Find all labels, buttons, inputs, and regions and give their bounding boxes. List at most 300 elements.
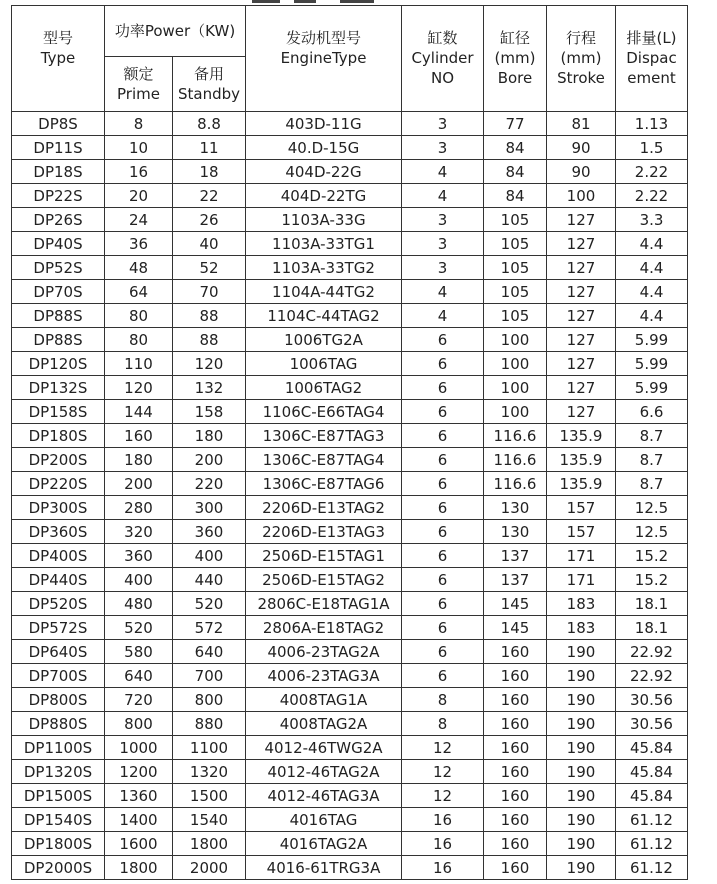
prime-power-cell: 10 [105, 136, 173, 160]
engine-type-cell: 4006-23TAG2A [246, 640, 402, 664]
standby-power-cell: 1320 [173, 760, 246, 784]
model-cell: DP120S [12, 352, 105, 376]
cylinder-cell: 6 [402, 328, 484, 352]
displacement-cell: 8.7 [616, 448, 688, 472]
standby-power-cell: 180 [173, 424, 246, 448]
model-cell: DP360S [12, 520, 105, 544]
bore-cell: 160 [484, 808, 547, 832]
displacement-cell: 22.92 [616, 664, 688, 688]
cylinder-cell: 4 [402, 160, 484, 184]
model-cell: DP700S [12, 664, 105, 688]
table-row [12, 640, 688, 664]
table-body [12, 112, 688, 880]
cylinder-cell: 6 [402, 352, 484, 376]
model-cell: DP18S [12, 160, 105, 184]
standby-power-cell: 1800 [173, 832, 246, 856]
stroke-cell: 190 [547, 640, 616, 664]
cylinder-cell: 16 [402, 808, 484, 832]
table-row [12, 712, 688, 736]
prime-power-cell: 110 [105, 352, 173, 376]
displacement-cell: 61.12 [616, 856, 688, 880]
table-row [12, 520, 688, 544]
displacement-cell: 2.22 [616, 184, 688, 208]
displacement-cell: 8.7 [616, 424, 688, 448]
cylinder-cell: 6 [402, 520, 484, 544]
table-row [12, 232, 688, 256]
bore-cell: 105 [484, 280, 547, 304]
displacement-cell: 5.99 [616, 328, 688, 352]
cylinder-cell: 6 [402, 400, 484, 424]
bore-cell: 77 [484, 112, 547, 136]
standby-power-cell: 8.8 [173, 112, 246, 136]
cylinder-cell: 6 [402, 664, 484, 688]
engine-type-cell: 4008TAG1A [246, 688, 402, 712]
standby-power-cell: 200 [173, 448, 246, 472]
standby-power-cell: 1500 [173, 784, 246, 808]
model-cell: DP52S [12, 256, 105, 280]
bore-cell: 160 [484, 760, 547, 784]
cylinder-cell: 3 [402, 136, 484, 160]
bore-cell: 84 [484, 160, 547, 184]
engine-type-cell: 2206D-E13TAG2 [246, 496, 402, 520]
prime-power-cell: 8 [105, 112, 173, 136]
model-cell: DP11S [12, 136, 105, 160]
table-row [12, 496, 688, 520]
table-row [12, 856, 688, 880]
model-cell: DP300S [12, 496, 105, 520]
standby-power-cell: 880 [173, 712, 246, 736]
prime-power-cell: 1800 [105, 856, 173, 880]
model-cell: DP1320S [12, 760, 105, 784]
table-row [12, 472, 688, 496]
bore-cell: 105 [484, 304, 547, 328]
table-row [12, 256, 688, 280]
engine-type-cell: 1306C-E87TAG6 [246, 472, 402, 496]
table-row [12, 808, 688, 832]
engine-type-cell: 2506D-E15TAG2 [246, 568, 402, 592]
engine-type-cell: 1306C-E87TAG4 [246, 448, 402, 472]
displacement-cell: 12.5 [616, 496, 688, 520]
displacement-cell: 45.84 [616, 784, 688, 808]
engine-type-cell: 403D-11G [246, 112, 402, 136]
prime-power-cell: 1200 [105, 760, 173, 784]
bore-cell: 145 [484, 592, 547, 616]
model-cell: DP880S [12, 712, 105, 736]
model-cell: DP132S [12, 376, 105, 400]
engine-type-cell: 1006TAG2 [246, 376, 402, 400]
stroke-cell: 190 [547, 736, 616, 760]
standby-power-cell: 572 [173, 616, 246, 640]
bore-cell: 130 [484, 496, 547, 520]
prime-power-cell: 80 [105, 328, 173, 352]
stroke-cell: 157 [547, 496, 616, 520]
prime-power-cell: 320 [105, 520, 173, 544]
standby-power-cell: 300 [173, 496, 246, 520]
bore-cell: 130 [484, 520, 547, 544]
standby-power-cell: 440 [173, 568, 246, 592]
prime-power-cell: 1000 [105, 736, 173, 760]
cylinder-cell: 4 [402, 184, 484, 208]
cylinder-cell: 6 [402, 496, 484, 520]
stroke-cell: 127 [547, 328, 616, 352]
stroke-cell: 183 [547, 616, 616, 640]
header-standby-power: 备用 Standby [173, 57, 246, 112]
model-cell: DP220S [12, 472, 105, 496]
engine-type-cell: 404D-22TG [246, 184, 402, 208]
engine-type-cell: 1103A-33TG2 [246, 256, 402, 280]
stroke-cell: 190 [547, 760, 616, 784]
displacement-cell: 8.7 [616, 472, 688, 496]
bore-cell: 100 [484, 376, 547, 400]
bore-cell: 105 [484, 232, 547, 256]
stroke-cell: 190 [547, 664, 616, 688]
engine-type-cell: 4016-61TRG3A [246, 856, 402, 880]
displacement-cell: 18.1 [616, 616, 688, 640]
standby-power-cell: 22 [173, 184, 246, 208]
table-row [12, 208, 688, 232]
stroke-cell: 90 [547, 160, 616, 184]
cylinder-cell: 6 [402, 616, 484, 640]
standby-power-cell: 11 [173, 136, 246, 160]
prime-power-cell: 160 [105, 424, 173, 448]
prime-power-cell: 200 [105, 472, 173, 496]
prime-power-cell: 800 [105, 712, 173, 736]
displacement-cell: 12.5 [616, 520, 688, 544]
standby-power-cell: 400 [173, 544, 246, 568]
engine-type-cell: 1006TAG [246, 352, 402, 376]
model-cell: DP572S [12, 616, 105, 640]
model-cell: DP400S [12, 544, 105, 568]
header-displacement: 排量(L) Dispac ement [616, 6, 688, 112]
engine-type-cell: 2506D-E15TAG1 [246, 544, 402, 568]
stroke-cell: 127 [547, 304, 616, 328]
bore-cell: 100 [484, 352, 547, 376]
bore-cell: 84 [484, 136, 547, 160]
model-cell: DP1540S [12, 808, 105, 832]
model-cell: DP520S [12, 592, 105, 616]
model-cell: DP88S [12, 304, 105, 328]
bore-cell: 137 [484, 568, 547, 592]
bore-cell: 105 [484, 256, 547, 280]
table-row [12, 160, 688, 184]
displacement-cell: 2.22 [616, 160, 688, 184]
stroke-cell: 81 [547, 112, 616, 136]
table-row [12, 736, 688, 760]
prime-power-cell: 20 [105, 184, 173, 208]
header-prime-power: 额定 Prime [105, 57, 173, 112]
engine-type-cell: 1103A-33G [246, 208, 402, 232]
standby-power-cell: 132 [173, 376, 246, 400]
table-row [12, 688, 688, 712]
displacement-cell: 22.92 [616, 640, 688, 664]
standby-power-cell: 220 [173, 472, 246, 496]
engine-type-cell: 40.D-15G [246, 136, 402, 160]
engine-type-cell: 4016TAG [246, 808, 402, 832]
table-row [12, 592, 688, 616]
prime-power-cell: 400 [105, 568, 173, 592]
prime-power-cell: 16 [105, 160, 173, 184]
engine-type-cell: 1104C-44TAG2 [246, 304, 402, 328]
bore-cell: 105 [484, 208, 547, 232]
prime-power-cell: 580 [105, 640, 173, 664]
table-row [12, 184, 688, 208]
table-row [12, 112, 688, 136]
stroke-cell: 127 [547, 376, 616, 400]
engine-type-cell: 2206D-E13TAG3 [246, 520, 402, 544]
prime-power-cell: 280 [105, 496, 173, 520]
standby-power-cell: 700 [173, 664, 246, 688]
displacement-cell: 1.5 [616, 136, 688, 160]
engine-type-cell: 404D-22G [246, 160, 402, 184]
standby-power-cell: 1540 [173, 808, 246, 832]
table-row [12, 376, 688, 400]
engine-type-cell: 4012-46TAG2A [246, 760, 402, 784]
stroke-cell: 127 [547, 256, 616, 280]
prime-power-cell: 1600 [105, 832, 173, 856]
model-cell: DP40S [12, 232, 105, 256]
standby-power-cell: 52 [173, 256, 246, 280]
stroke-cell: 100 [547, 184, 616, 208]
prime-power-cell: 480 [105, 592, 173, 616]
engine-type-cell: 4012-46TAG3A [246, 784, 402, 808]
table-row [12, 544, 688, 568]
prime-power-cell: 64 [105, 280, 173, 304]
standby-power-cell: 26 [173, 208, 246, 232]
table-row [12, 400, 688, 424]
displacement-cell: 5.99 [616, 352, 688, 376]
table-row [12, 568, 688, 592]
table-row [12, 424, 688, 448]
displacement-cell: 30.56 [616, 688, 688, 712]
stroke-cell: 190 [547, 832, 616, 856]
bore-cell: 160 [484, 832, 547, 856]
cylinder-cell: 6 [402, 592, 484, 616]
table-row [12, 352, 688, 376]
displacement-cell: 3.3 [616, 208, 688, 232]
standby-power-cell: 640 [173, 640, 246, 664]
model-cell: DP1500S [12, 784, 105, 808]
bore-cell: 160 [484, 712, 547, 736]
bore-cell: 116.6 [484, 472, 547, 496]
table-row [12, 280, 688, 304]
engine-type-cell: 4016TAG2A [246, 832, 402, 856]
bore-cell: 100 [484, 400, 547, 424]
cylinder-cell: 6 [402, 568, 484, 592]
table-row [12, 328, 688, 352]
stroke-cell: 183 [547, 592, 616, 616]
stroke-cell: 135.9 [547, 448, 616, 472]
bore-cell: 160 [484, 736, 547, 760]
cylinder-cell: 3 [402, 208, 484, 232]
standby-power-cell: 800 [173, 688, 246, 712]
stroke-cell: 157 [547, 520, 616, 544]
header-cylinder-count: 缸数 Cylinder NO [402, 6, 484, 112]
model-cell: DP1100S [12, 736, 105, 760]
cylinder-cell: 4 [402, 304, 484, 328]
model-cell: DP2000S [12, 856, 105, 880]
standby-power-cell: 70 [173, 280, 246, 304]
bore-cell: 145 [484, 616, 547, 640]
prime-power-cell: 720 [105, 688, 173, 712]
model-cell: DP1800S [12, 832, 105, 856]
displacement-cell: 6.6 [616, 400, 688, 424]
stroke-cell: 171 [547, 544, 616, 568]
bore-cell: 116.6 [484, 424, 547, 448]
model-cell: DP22S [12, 184, 105, 208]
bore-cell: 84 [484, 184, 547, 208]
stroke-cell: 90 [547, 136, 616, 160]
bore-cell: 160 [484, 856, 547, 880]
header-model: 型号 Type [12, 6, 105, 112]
displacement-cell: 61.12 [616, 832, 688, 856]
header-power: 功率Power（KW) [105, 6, 246, 57]
standby-power-cell: 88 [173, 328, 246, 352]
cylinder-cell: 6 [402, 448, 484, 472]
bore-cell: 116.6 [484, 448, 547, 472]
displacement-cell: 61.12 [616, 808, 688, 832]
displacement-cell: 30.56 [616, 712, 688, 736]
cylinder-cell: 12 [402, 760, 484, 784]
engine-type-cell: 4008TAG2A [246, 712, 402, 736]
stroke-cell: 135.9 [547, 472, 616, 496]
cylinder-cell: 16 [402, 832, 484, 856]
stroke-cell: 190 [547, 784, 616, 808]
prime-power-cell: 1400 [105, 808, 173, 832]
header-engine-type: 发动机型号 EngineType [246, 6, 402, 112]
cylinder-cell: 6 [402, 472, 484, 496]
engine-type-cell: 2806A-E18TAG2 [246, 616, 402, 640]
model-cell: DP800S [12, 688, 105, 712]
table-row [12, 664, 688, 688]
prime-power-cell: 144 [105, 400, 173, 424]
prime-power-cell: 360 [105, 544, 173, 568]
displacement-cell: 45.84 [616, 736, 688, 760]
engine-type-cell: 4006-23TAG3A [246, 664, 402, 688]
bore-cell: 160 [484, 640, 547, 664]
bore-cell: 160 [484, 664, 547, 688]
engine-type-cell: 1106C-E66TAG4 [246, 400, 402, 424]
displacement-cell: 4.4 [616, 256, 688, 280]
cylinder-cell: 6 [402, 376, 484, 400]
prime-power-cell: 24 [105, 208, 173, 232]
standby-power-cell: 1100 [173, 736, 246, 760]
model-cell: DP26S [12, 208, 105, 232]
prime-power-cell: 1360 [105, 784, 173, 808]
stroke-cell: 127 [547, 280, 616, 304]
model-cell: DP180S [12, 424, 105, 448]
header-stroke: 行程 (mm) Stroke [547, 6, 616, 112]
engine-type-cell: 1006TG2A [246, 328, 402, 352]
displacement-cell: 15.2 [616, 544, 688, 568]
standby-power-cell: 18 [173, 160, 246, 184]
stroke-cell: 190 [547, 712, 616, 736]
stroke-cell: 127 [547, 352, 616, 376]
stroke-cell: 127 [547, 232, 616, 256]
cylinder-cell: 6 [402, 424, 484, 448]
cylinder-cell: 6 [402, 544, 484, 568]
generator-spec-table [11, 5, 688, 880]
standby-power-cell: 158 [173, 400, 246, 424]
stroke-cell: 127 [547, 208, 616, 232]
prime-power-cell: 640 [105, 664, 173, 688]
standby-power-cell: 88 [173, 304, 246, 328]
prime-power-cell: 80 [105, 304, 173, 328]
cylinder-cell: 16 [402, 856, 484, 880]
table-row [12, 136, 688, 160]
model-cell: DP158S [12, 400, 105, 424]
table-row [12, 832, 688, 856]
standby-power-cell: 360 [173, 520, 246, 544]
cylinder-cell: 3 [402, 232, 484, 256]
displacement-cell: 15.2 [616, 568, 688, 592]
displacement-cell: 5.99 [616, 376, 688, 400]
standby-power-cell: 2000 [173, 856, 246, 880]
cylinder-cell: 4 [402, 280, 484, 304]
displacement-cell: 4.4 [616, 304, 688, 328]
displacement-cell: 45.84 [616, 760, 688, 784]
header-bore: 缸径 (mm) Bore [484, 6, 547, 112]
prime-power-cell: 180 [105, 448, 173, 472]
model-cell: DP440S [12, 568, 105, 592]
stroke-cell: 190 [547, 808, 616, 832]
model-cell: DP8S [12, 112, 105, 136]
model-cell: DP200S [12, 448, 105, 472]
table-row [12, 784, 688, 808]
standby-power-cell: 120 [173, 352, 246, 376]
model-cell: DP70S [12, 280, 105, 304]
stroke-cell: 190 [547, 856, 616, 880]
bore-cell: 137 [484, 544, 547, 568]
cylinder-cell: 3 [402, 112, 484, 136]
engine-type-cell: 2806C-E18TAG1A [246, 592, 402, 616]
engine-type-cell: 1306C-E87TAG3 [246, 424, 402, 448]
standby-power-cell: 520 [173, 592, 246, 616]
prime-power-cell: 36 [105, 232, 173, 256]
cylinder-cell: 3 [402, 256, 484, 280]
table-row [12, 304, 688, 328]
prime-power-cell: 520 [105, 616, 173, 640]
cylinder-cell: 12 [402, 784, 484, 808]
engine-type-cell: 1103A-33TG1 [246, 232, 402, 256]
engine-type-cell: 1104A-44TG2 [246, 280, 402, 304]
cylinder-cell: 12 [402, 736, 484, 760]
stroke-cell: 135.9 [547, 424, 616, 448]
displacement-cell: 1.13 [616, 112, 688, 136]
cylinder-cell: 8 [402, 712, 484, 736]
cylinder-cell: 6 [402, 640, 484, 664]
displacement-cell: 4.4 [616, 280, 688, 304]
bore-cell: 100 [484, 328, 547, 352]
engine-type-cell: 4012-46TWG2A [246, 736, 402, 760]
table-row [12, 448, 688, 472]
prime-power-cell: 48 [105, 256, 173, 280]
bore-cell: 160 [484, 784, 547, 808]
stroke-cell: 127 [547, 400, 616, 424]
prime-power-cell: 120 [105, 376, 173, 400]
cropped-caption-fragment [232, 0, 392, 3]
standby-power-cell: 40 [173, 232, 246, 256]
table-row [12, 616, 688, 640]
cylinder-cell: 8 [402, 688, 484, 712]
stroke-cell: 171 [547, 568, 616, 592]
table-row [12, 760, 688, 784]
bore-cell: 160 [484, 688, 547, 712]
model-cell: DP88S [12, 328, 105, 352]
displacement-cell: 18.1 [616, 592, 688, 616]
stroke-cell: 190 [547, 688, 616, 712]
displacement-cell: 4.4 [616, 232, 688, 256]
model-cell: DP640S [12, 640, 105, 664]
